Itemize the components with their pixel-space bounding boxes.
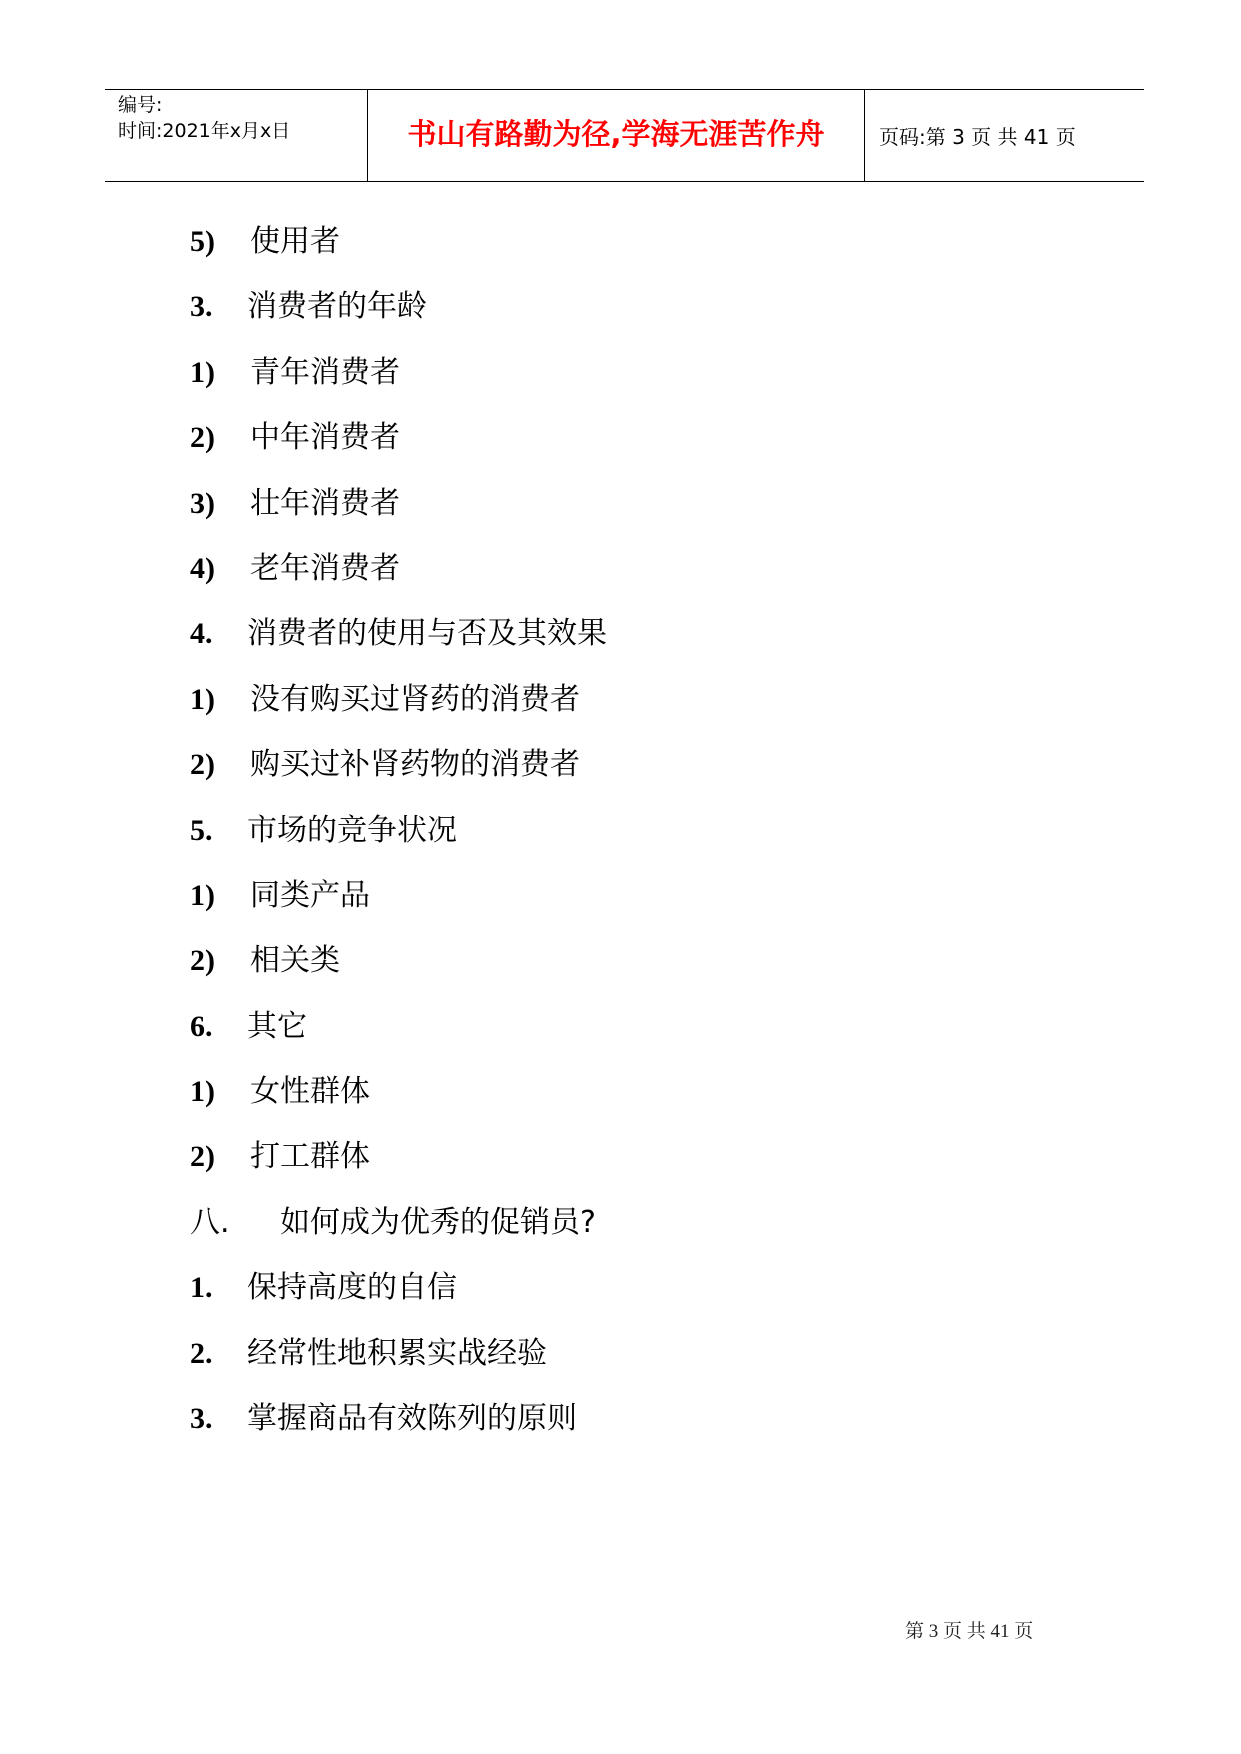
item-number: 1) (190, 1075, 215, 1109)
item-number: 1) (190, 355, 215, 389)
item-number: 1. (190, 1271, 213, 1305)
item-text: 女性群体 (250, 1074, 370, 1110)
list-item (190, 1137, 1090, 1202)
item-text: 其它 (247, 1008, 307, 1044)
item-text: 打工群体 (250, 1139, 370, 1175)
item-number: 1) (190, 682, 215, 716)
list-item (190, 941, 1090, 1006)
header-meta-cell (105, 90, 368, 181)
item-text: 掌握商品有效陈列的原则 (247, 1401, 577, 1437)
document-number-label: 编号: (118, 94, 163, 116)
item-text: 没有购买过肾药的消费者 (250, 681, 580, 717)
item-text: 消费者的年龄 (247, 289, 427, 325)
list-item (190, 1334, 1090, 1399)
list-item (190, 1072, 1090, 1137)
list-item (190, 549, 1090, 614)
list-item (190, 418, 1090, 483)
list-item (190, 222, 1090, 287)
item-text: 老年消费者 (250, 550, 400, 586)
document-date-label: 时间:2021年x月x日 (118, 120, 291, 142)
item-number: 3) (190, 486, 215, 520)
list-item (190, 811, 1090, 876)
item-number: 3. (190, 290, 213, 324)
item-text: 市场的竞争状况 (247, 812, 457, 848)
item-number: 6. (190, 1009, 213, 1043)
item-text: 青年消费者 (250, 354, 400, 390)
list-item (190, 1399, 1090, 1464)
outline-list (190, 222, 1090, 1464)
list-item (190, 353, 1090, 418)
item-number: 5) (190, 225, 215, 258)
item-text: 经常性地积累实战经验 (247, 1335, 547, 1371)
item-text: 壮年消费者 (250, 485, 400, 521)
item-number: 4. (190, 617, 213, 651)
item-number: 2) (190, 1140, 215, 1174)
item-text: 使用者 (250, 224, 340, 259)
list-item (190, 1007, 1090, 1072)
item-text: 相关类 (250, 943, 340, 979)
header-page-code: 页码:第 3 页 共 41 页 (879, 125, 1076, 149)
item-text: 购买过补肾药物的消费者 (250, 747, 580, 783)
page-header (105, 89, 1144, 182)
item-number: 2) (190, 944, 215, 978)
item-number: 1) (190, 878, 215, 912)
list-item (190, 680, 1090, 745)
list-item (190, 745, 1090, 810)
list-item (190, 614, 1090, 679)
item-number: 3. (190, 1402, 213, 1436)
item-number: 4) (190, 551, 215, 585)
item-text: 中年消费者 (250, 420, 400, 456)
item-number: 2. (190, 1336, 213, 1370)
item-number: 2) (190, 421, 215, 455)
list-item (190, 1268, 1090, 1333)
item-text: 同类产品 (250, 877, 370, 913)
header-motto-cell (368, 90, 865, 181)
header-motto: 书山有路勤为径,学海无涯苦作舟 (407, 117, 825, 151)
chapter-number: 八. (190, 1204, 230, 1240)
page-footer-number: 第 3 页 共 41 页 (905, 1621, 1034, 1642)
item-number: 2) (190, 748, 215, 782)
list-item (190, 287, 1090, 352)
header-page-cell (865, 90, 1144, 181)
item-number: 5. (190, 813, 213, 847)
item-text: 保持高度的自信 (247, 1270, 457, 1306)
chapter-title: 如何成为优秀的促销员? (280, 1204, 596, 1240)
list-item (190, 484, 1090, 549)
chapter-heading (190, 1203, 1090, 1268)
item-text: 消费者的使用与否及其效果 (247, 616, 607, 652)
list-item (190, 876, 1090, 941)
